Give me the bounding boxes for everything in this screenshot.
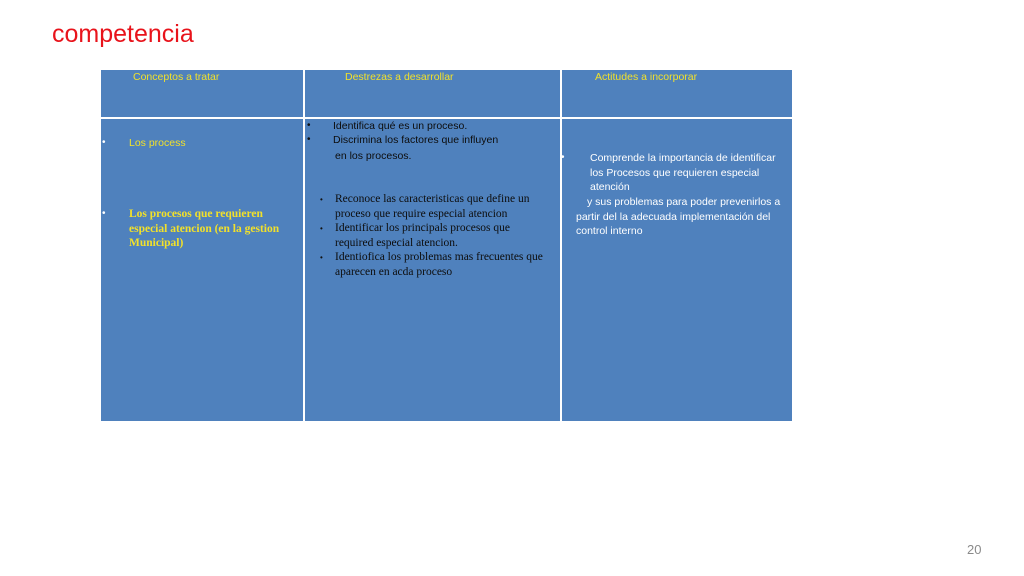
slide-title: competencia [52, 20, 194, 48]
header-cell-conceptos [101, 70, 303, 117]
attitude-continuation: y sus problemas para poder prevenirlos a partir del la adecuada implementación del control interno [576, 196, 781, 237]
skill-item: Reconoce las caracteristicas que define un proceso que require especial atencion [335, 193, 530, 220]
concept-item: Los procesos que requieren especial atencion (en la gestion Municipal) [129, 208, 280, 249]
body-cell-conceptos [101, 119, 303, 421]
skill-item: Identificar los principals procesos que required especial atencion. [335, 222, 510, 249]
bullet-icon: • [102, 137, 106, 148]
body-cell-actitudes [562, 119, 792, 421]
bullet-icon: • [307, 134, 311, 145]
skill-continuation: en los procesos. [335, 150, 412, 162]
header-cell-actitudes [562, 70, 792, 117]
attitude-item: Comprende la importancia de identificar los Procesos que requieren especial atención [590, 152, 776, 193]
skill-item: Identifica qué es un proceso. [333, 120, 468, 132]
bullet-icon: • [561, 152, 565, 163]
bullet-icon: • [320, 195, 323, 204]
slide-number: 20 [967, 542, 982, 557]
bullet-icon: • [307, 120, 311, 131]
header-destrezas: Destrezas a desarrollar [345, 71, 454, 83]
skill-item: Identiofica los problemas mas frecuentes que aparecen en acda proceso [335, 251, 543, 278]
bullet-icon: • [102, 208, 106, 219]
header-conceptos: Conceptos a tratar [133, 71, 220, 83]
bullet-icon: • [320, 224, 323, 233]
concept-item: Los process [129, 137, 186, 149]
skill-item: Discrimina los factores que influyen [333, 134, 499, 146]
body-cell-destrezas [305, 119, 560, 421]
header-cell-destrezas [305, 70, 560, 117]
competency-table [100, 70, 792, 421]
bullet-icon: • [320, 253, 323, 262]
header-actitudes: Actitudes a incorporar [595, 71, 698, 83]
